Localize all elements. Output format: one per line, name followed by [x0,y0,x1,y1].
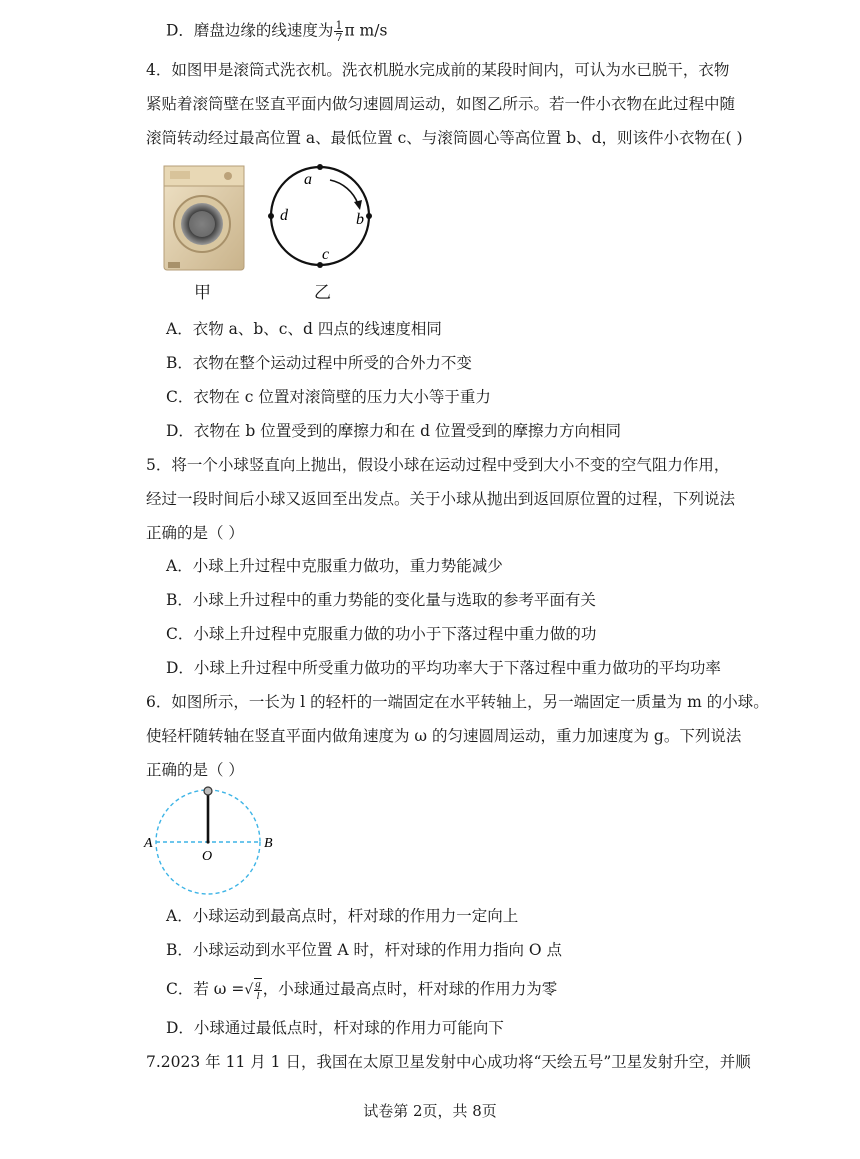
q4-stem-line1: 4．如图甲是滚筒式洗衣机。洗衣机脱水完成前的某段时间内，可认为水已脱干，衣物 [146,61,730,79]
rotation-arrow-icon [330,180,358,204]
q6-option-c-suffix: ，小球通过最高点时，杆对球的作用力为零 [262,980,558,998]
label-a: a [304,171,312,188]
q5-option-a: A．小球上升过程中克服重力做功，重力势能减少 [166,557,503,575]
fraction-one-seventh [334,20,343,43]
fraction-numerator: 1 [335,19,343,32]
q5-stem-line1: 5．将一个小球竖直向上抛出，假设小球在运动过程中受到大小不变的空气阻力作用， [146,456,730,474]
rod-circle-figure [140,784,280,896]
label-c: c [322,246,330,263]
page-footer: 试卷第 2页，共 8页 [363,1102,497,1120]
q6-stem-line2: 使轻杆随转轴在竖直平面内做角速度为 ω 的匀速圆周运动，重力加速度为 g。下列说法 [146,727,742,745]
drum-circle-figure [262,160,382,272]
q6-stem-line1: 6．如图所示，一长为 l 的轻杆的一端固定在水平转轴上，另一端固定一质量为 m 的小球。 [146,693,769,711]
q4-stem-line2: 紧贴着滚筒壁在竖直平面内做匀速圆周运动，如图乙所示。若一件小衣物在此过程中随 [146,95,736,113]
q3-option-d-suffix: π m/s [344,21,388,40]
q6-option-b: B．小球运动到水平位置 A 时，杆对球的作用力指向 O 点 [166,941,563,959]
sqrt-g-over-l [254,978,262,1002]
q5-stem-line2: 经过一段时间后小球又返回至出发点。关于小球从抛出到返回原位置的过程，下列说法 [146,490,736,508]
fraction-numerator-g: g [255,978,261,990]
q6-option-c-prefix: C．若 ω = [166,980,245,998]
q4-option-d: D．衣物在 b 位置受到的摩擦力和在 d 位置受到的摩擦力方向相同 [166,422,621,440]
q5-option-c: C．小球上升过程中克服重力做的功小于下落过程中重力做的功 [166,625,597,643]
figure-label-jia: 甲 [194,283,211,303]
q6-option-a: A．小球运动到最高点时，杆对球的作用力一定向上 [166,907,519,925]
washing-machine-figure [162,164,248,274]
point-b-dot [366,213,372,219]
label-B: B [264,836,273,851]
figure-label-yi: 乙 [314,283,331,303]
point-d-dot [268,213,274,219]
q6-option-d: D．小球通过最低点时，杆对球的作用力可能向下 [166,1019,504,1037]
q3-option-d [166,20,387,43]
fraction-denominator: 7 [335,31,343,44]
label-O: O [202,849,213,864]
q4-stem-line3: 滚筒转动经过最高位置 a、最低位置 c、与滚筒圆心等高位置 b、d，则该件小衣物在( ) [146,129,743,147]
ball-icon [204,787,212,795]
pivot-o-dot [206,840,209,843]
q5-stem-line3: 正确的是（ ） [146,524,244,542]
point-a-dot [317,164,323,170]
q6-stem-line3: 正确的是（ ） [146,761,244,779]
label-b: b [356,211,364,228]
label-d: d [280,207,288,224]
fraction-denominator-l: l [256,990,260,1002]
arrow-head-icon [354,200,362,210]
q4-option-c: C．衣物在 c 位置对滚筒壁的压力大小等于重力 [166,388,491,406]
q5-option-b: B．小球上升过程中的重力势能的变化量与选取的参考平面有关 [166,591,596,609]
label-A: A [144,836,153,851]
q5-option-d: D．小球上升过程中所受重力做功的平均功率大于下落过程中重力做功的平均功率 [166,659,721,677]
q6-option-c: C．若 ω =√ $\frac{g}{l}$ ，小球通过最高点时，杆对球的作用力为零 [166,978,558,1002]
q4-option-b: B．衣物在整个运动过程中所受的合外力不变 [166,354,472,372]
q7-stem-line1: 7.2023 年 11 月 1 日，我国在太原卫星发射中心成功将“天绘五号”卫星发射升空，并顺 [146,1053,751,1071]
q3-option-d-prefix: D．磨盘边缘的线速度为 [166,21,334,40]
q4-option-a: A．衣物 a、b、c、d 四点的线速度相同 [166,320,442,338]
